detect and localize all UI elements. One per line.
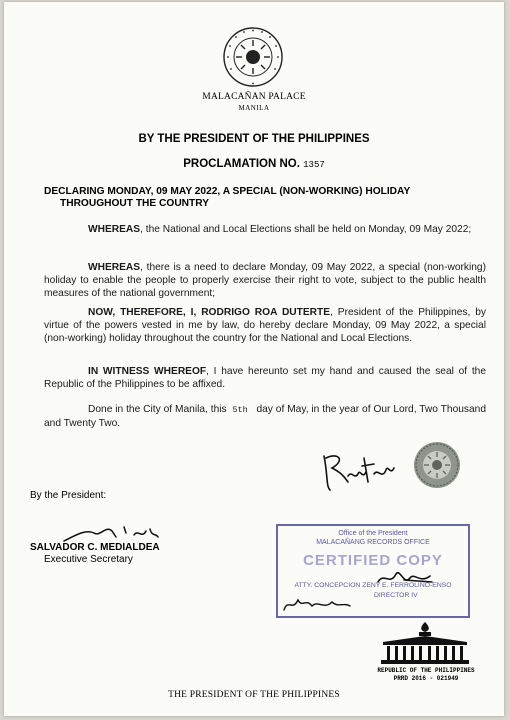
by-the-president-label: By the President: xyxy=(30,490,107,501)
paragraph-text: , the National and Local Elections shall be held on Monday, 09 May 2022; xyxy=(140,224,472,235)
done-text-before: Done in the City of Manila, this xyxy=(88,404,227,415)
initials-signature xyxy=(280,592,352,614)
palace-city: MANILA xyxy=(238,104,270,112)
malacanang-palace-icon xyxy=(379,620,471,666)
paragraph-whereas-2 xyxy=(44,261,486,300)
republic-seal-icon xyxy=(412,440,462,490)
palace-mark-line2: PRRD 2016 - 021949 xyxy=(393,675,459,682)
executive-secretary-name: SALVADOR C. MEDIALDEA xyxy=(30,542,160,553)
paragraph-now-therefore xyxy=(44,306,486,345)
paragraph-lead: NOW, THEREFORE, I, RODRIGO ROA DUTERTE xyxy=(88,307,331,318)
stamp-signatory-title: DIRECTOR IV xyxy=(374,592,418,599)
palace-mark-line1: REPUBLIC OF THE PHILIPPINES xyxy=(377,667,475,674)
stamp-signatory: ATTY. CONCEPCION ZENY E. FERROLINO-ENSO xyxy=(294,582,452,589)
paragraph-text: , there is a need to declare Monday, 09 May 2022, a special (non-working) holiday to enable the people to properly exercise their right to vote, subject to the public health measures of the national government; xyxy=(44,262,486,299)
paragraph-lead: WHEREAS xyxy=(88,262,141,273)
stamp-office: Office of the President xyxy=(338,530,408,537)
presidential-seal-icon xyxy=(222,26,284,88)
palace-name: MALACAÑAN PALACE xyxy=(202,92,306,102)
document-page xyxy=(4,2,504,716)
title-line-2: THROUGHOUT THE COUNTRY xyxy=(60,198,210,209)
page-footer: THE PRESIDENT OF THE PHILIPPINES xyxy=(168,690,340,700)
title-line-1: DECLARING MONDAY, 09 MAY 2022, A SPECIAL (NON-WORKING) HOLIDAY xyxy=(44,186,411,197)
proclamation-heading xyxy=(4,158,504,170)
president-signature xyxy=(318,446,400,492)
proclamation-number: 1357 xyxy=(303,160,325,170)
proclamation-label: PROCLAMATION NO. xyxy=(183,158,300,170)
done-day: 5th xyxy=(232,405,248,415)
stamp-records-office: MALACAÑANG RECORDS OFFICE xyxy=(316,539,430,546)
paragraph-text: , I have hereunto set my hand and caused the seal of the Republic of the Philippines to be affixed. xyxy=(44,366,487,390)
palace-mark-label xyxy=(374,667,478,683)
paragraph-done-in xyxy=(44,403,486,430)
executive-secretary-title: Executive Secretary xyxy=(44,554,133,565)
stamp-signature xyxy=(374,564,436,590)
stamp-certified-copy: CERTIFIED COPY xyxy=(303,552,443,569)
paragraph-text: , President of the Philippines, by virtue of the powers vested in me by law, do hereby declare Monday, 09 May 2022, a special (non-working) holiday throughout the country for the National and Local Elections. xyxy=(44,307,486,344)
paragraph-whereas-1 xyxy=(44,223,486,236)
proclamation-title xyxy=(44,186,484,210)
paragraph-lead: WHEREAS xyxy=(88,224,141,235)
paragraph-in-witness xyxy=(44,365,486,391)
issuer-heading: BY THE PRESIDENT OF THE PHILIPPINES xyxy=(138,133,370,145)
paragraph-lead: IN WITNESS WHEREOF xyxy=(88,366,207,377)
done-text-after: day of May, in the year of Our Lord, Two Thousand and Twenty Two. xyxy=(44,404,486,429)
